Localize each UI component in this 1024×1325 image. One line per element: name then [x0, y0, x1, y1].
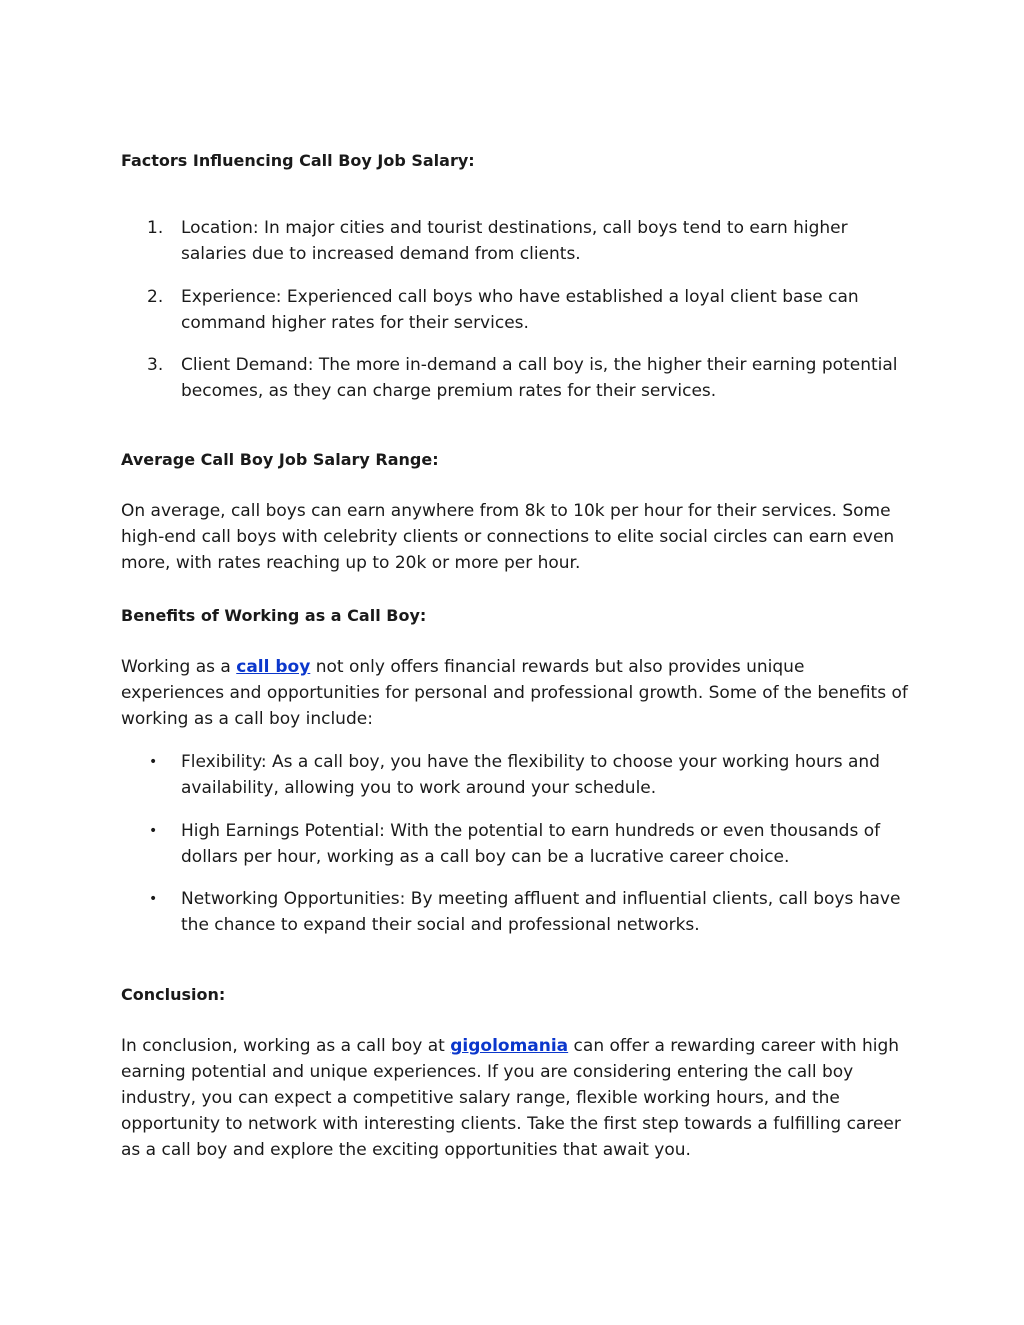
section-heading-conclusion: Conclusion:	[121, 985, 226, 1004]
list-item-text: Flexibility: As a call boy, you have the flexibility to choose your working hours and availability, allowing you to work around your schedule.	[181, 752, 880, 798]
paragraph-salary-range: On average, call boys can earn anywhere from 8k to 10k per hour for their services. Some high-end call boys with celebrity clients or connections to elite social circles can earn even more, with rates reaching up to 20k or more per hour.	[121, 501, 895, 573]
paragraph-text: can offer a rewarding career with high earning potential and unique experiences. If you are considering entering the call boy industry, you can expect a competitive salary range, flexible working hours, and the opportunity to network with interesting clients. Take the first step towards a fulfilling career as a call boy and explore the exciting opportunities that await you.	[121, 1036, 901, 1160]
list-number: 1.	[147, 218, 164, 238]
list-item-text: Location: In major cities and tourist destinations, call boys tend to earn higher salaries due to increased demand from clients.	[181, 218, 848, 264]
list-item-text: Networking Opportunities: By meeting affluent and influential clients, call boys have the chance to expand their social and professional networks.	[181, 889, 901, 935]
numbered-list-item	[121, 352, 911, 404]
call-boy-link[interactable]: call boy	[236, 657, 311, 677]
paragraph-text: not only offers financial rewards but also provides unique experiences and opportunities for personal and professional growth. Some of the benefits of working as a call boy include:	[121, 657, 908, 729]
paragraph-conclusion	[121, 1033, 911, 1163]
paragraph-text: In conclusion, working as a call boy at	[121, 1036, 451, 1056]
section-heading-benefits: Benefits of Working as a Call Boy:	[121, 606, 427, 625]
section-heading-salary-range: Average Call Boy Job Salary Range:	[121, 450, 439, 469]
bullet-list-item	[121, 886, 911, 938]
paragraph-benefits-intro	[121, 654, 911, 732]
gigolomania-link[interactable]: gigolomania	[450, 1036, 569, 1056]
numbered-list-item	[121, 284, 911, 336]
bullet-list-item	[121, 818, 911, 870]
list-number: 2.	[147, 287, 164, 307]
list-item-text: High Earnings Potential: With the potential to earn hundreds or even thousands of dollars per hour, working as a call boy can be a lucrative career choice.	[181, 821, 881, 867]
paragraph-text: Working as a	[121, 657, 237, 677]
numbered-list-item	[121, 215, 911, 267]
section-heading-factors: Factors Influencing Call Boy Job Salary:	[121, 151, 475, 170]
bullet-icon: •	[149, 754, 158, 770]
list-item-text: Client Demand: The more in-demand a call boy is, the higher their earning potential becomes, as they can charge premium rates for their services.	[181, 355, 898, 401]
list-item-text: Experience: Experienced call boys who have established a loyal client base can command higher rates for their services.	[181, 287, 859, 333]
bullet-icon: •	[149, 823, 158, 839]
bullet-icon: •	[149, 891, 158, 907]
bullet-list-item	[121, 749, 911, 801]
list-number: 3.	[147, 355, 164, 375]
